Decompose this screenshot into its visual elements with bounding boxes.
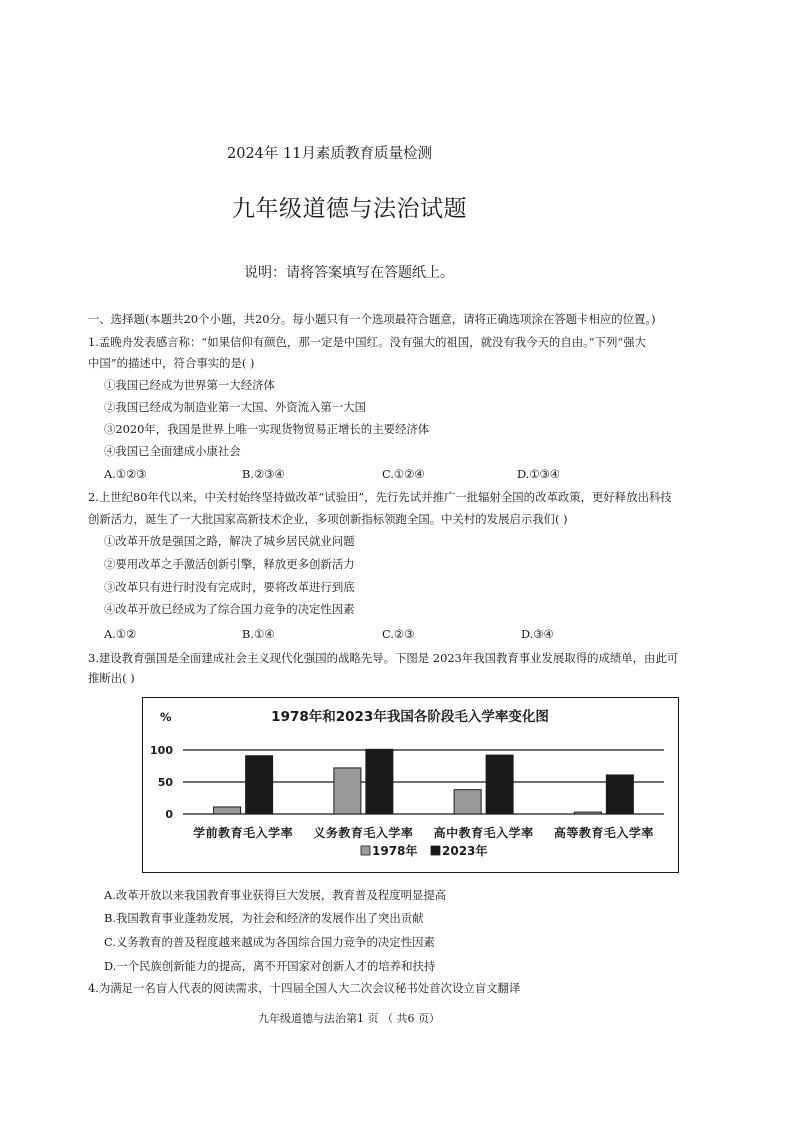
q1-stem-line2: 中国”的描述中，符合事实的是( ) (88, 356, 255, 370)
q1-option-c[interactable]: C.①②④ (382, 467, 425, 481)
q1-item: ②我国已经成为制造业第一大国、外资流入第一大国 (104, 400, 366, 414)
bar-1978 (334, 768, 361, 814)
q2-item: ②要用改革之手激活创新引擎，释放更多创新活力 (104, 557, 355, 571)
q2-option-a[interactable]: A.①② (104, 627, 137, 641)
q2-option-b[interactable]: B.①④ (242, 627, 275, 641)
q1-option-d[interactable]: D.①③④ (517, 467, 560, 481)
q3-stem-line2: 推断出( ) (88, 671, 135, 685)
q1-item: ①我国已经成为世界第一大经济体 (104, 378, 275, 392)
x-category-label: 义务教育毛入学率 (313, 826, 414, 840)
q2-item: ①改革开放是强国之路，解决了城乡居民就业问题 (104, 534, 355, 548)
y-tick-label: 50 (157, 776, 173, 789)
enrollment-chart-svg (143, 698, 677, 871)
q3-option-a[interactable]: A.改革开放以来我国教育事业获得巨大发展，教育普及程度明显提高 (104, 888, 447, 902)
bar-2023 (486, 755, 513, 814)
legend-swatch-1 (431, 846, 440, 855)
q1-item: ③2020年，我国是世界上唯一实现货物贸易正增长的主要经济体 (104, 422, 430, 436)
exam-title: 九年级道德与法治试题 (232, 196, 467, 222)
x-category-label: 学前教育毛入学率 (193, 826, 294, 840)
q1-stem-line1: 1.孟晚舟发表感言称：“如果信仰有颜色，那一定是中国红。没有强大的祖国，就没有我今天的自由。”下列“强大 (88, 335, 646, 349)
enrollment-chart (142, 697, 679, 873)
y-tick-label: 0 (165, 808, 173, 821)
q2-stem-line2: 创新活力，诞生了一大批国家高新技术企业，多项创新指标领跑全国。中关村的发展启示我们( ) (88, 512, 568, 526)
y-axis-unit: % (160, 710, 172, 724)
legend-label: 2023年 (442, 844, 488, 858)
y-tick-label: 100 (150, 744, 173, 757)
exam-header: 2024年 11月素质教育质量检测 (227, 146, 432, 162)
bar-2023 (246, 756, 273, 814)
q2-item: ④改革开放已经成为了综合国力竞争的决定性因素 (104, 602, 355, 616)
q1-option-b[interactable]: B.②③④ (242, 467, 285, 481)
section-heading: 一、选择题(本题共20个小题，共20分。每小题只有一个选项最符合题意，请将正确选项涂在答题卡相应的位置。) (88, 312, 656, 326)
q4-stem-line1: 4.为满足一名盲人代表的阅读需求，十四届全国人大二次会议秘书处首次设立盲文翻译 (88, 981, 521, 995)
q3-option-c[interactable]: C.义务教育的普及程度越来越成为各国综合国力竞争的决定性因素 (104, 935, 435, 949)
x-category-label: 高中教育毛入学率 (433, 826, 534, 840)
q2-option-d[interactable]: D.③④ (521, 627, 554, 641)
q2-item: ③改革只有进行时没有完成时，要将改革进行到底 (104, 580, 355, 594)
q3-option-b[interactable]: B.我国教育事业蓬勃发展，为社会和经济的发展作出了突出贡献 (104, 911, 424, 925)
exam-note: 说明：请将答案填写在答题纸上。 (244, 265, 454, 281)
legend-label: 1978年 (372, 844, 418, 858)
page-footer: 九年级道德与法治第1 页 （ 共6 页） (258, 1012, 440, 1025)
q3-stem-line1: 3.建设教育强国是全面建成社会主义现代化强国的战略先导。下图是 2023年我国教育事业发展取得的成绩单，由此可 (88, 651, 679, 665)
bar-1978 (574, 812, 601, 814)
bar-2023 (366, 749, 393, 814)
bar-2023 (606, 775, 633, 814)
q1-option-a[interactable]: A.①②③ (104, 467, 147, 481)
legend-swatch-0 (361, 846, 370, 855)
q2-stem-line1: 2.上世纪80年代以来，中关村始终坚持做改革“试验田”，先行先试并推广一批辐射全国的改革政策，更好释放出科技 (88, 490, 672, 504)
bar-1978 (214, 807, 241, 814)
bar-1978 (454, 790, 481, 814)
q1-item: ④我国已全面建成小康社会 (104, 444, 241, 458)
x-category-label: 高等教育毛入学率 (553, 826, 654, 840)
chart-title: 1978年和2023年我国各阶段毛入学率变化图 (271, 709, 549, 725)
q3-option-d[interactable]: D.一个民族创新能力的提高，离不开国家对创新人才的培养和扶持 (104, 959, 436, 973)
q2-option-c[interactable]: C.②③ (382, 627, 415, 641)
